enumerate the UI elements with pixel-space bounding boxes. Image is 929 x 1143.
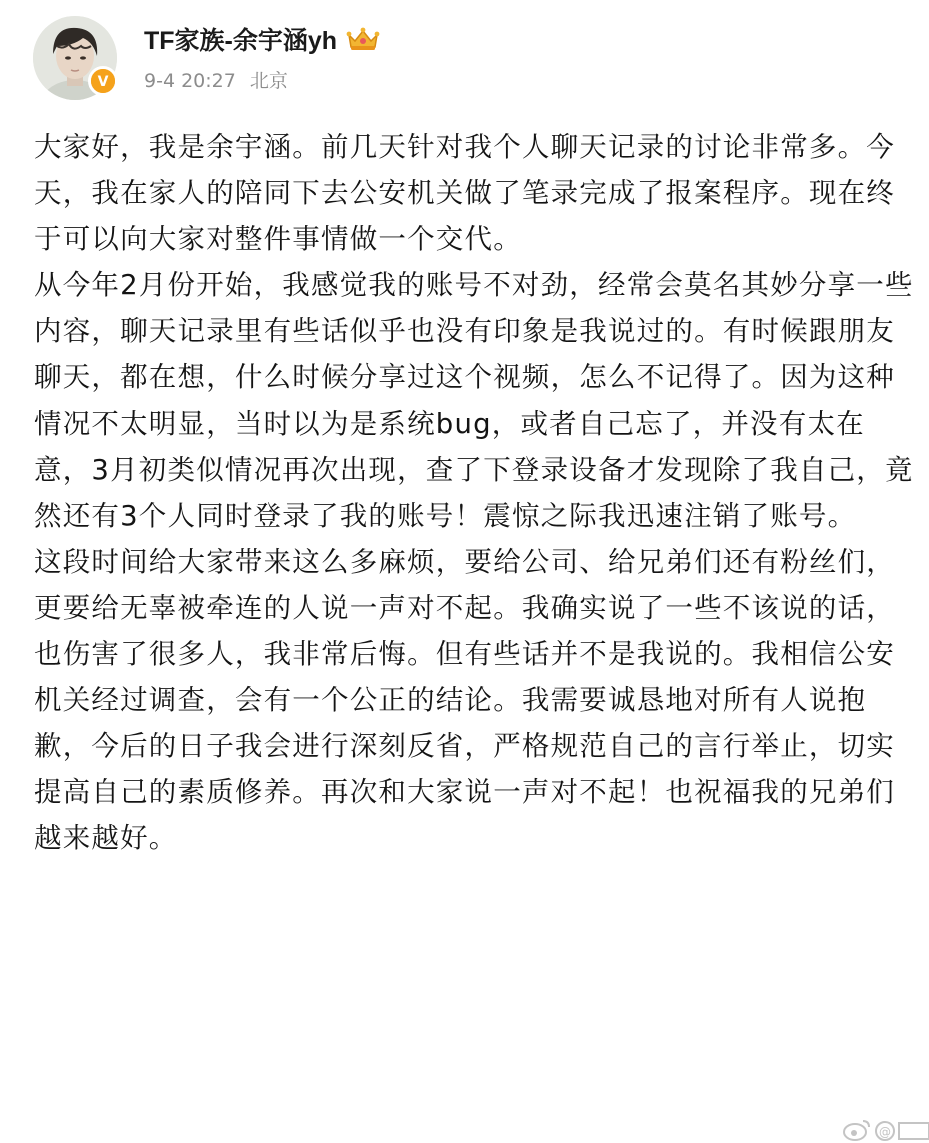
author-row bbox=[144, 20, 381, 58]
vip-crown-badge-icon[interactable] bbox=[345, 25, 381, 53]
weibo-watermark bbox=[841, 1115, 929, 1143]
post-paragraph-3: 这段时间给大家带来这么多麻烦，要给公司、给兄弟们还有粉丝们，更要给无辜被牵连的人说一声对不起。我确实说了一些不该说的话，也伤害了很多人，我非常后悔。但有些话并不是我说的。我相信公安机关经过调查，会有一个公正的结论。我需要诚恳地对所有人说抱歉，今后的日子我会进行深刻反省，严格规范自己的言行举止，切实提高自己的素质修养。再次和大家说一声对不起！也祝福我的兄弟们越来越好。 bbox=[34, 545, 895, 855]
weibo-logo-icon bbox=[841, 1115, 929, 1143]
post-paragraph-1: 大家好，我是余宇涵。前几天针对我个人聊天记录的讨论非常多。今天，我在家人的陪同下去公安机关做了笔录完成了报案程序。现在终于可以向大家对整件事情做一个交代。 bbox=[34, 131, 895, 256]
post-header bbox=[33, 16, 913, 106]
svg-text:@: @ bbox=[879, 1125, 891, 1139]
svg-text:V: V bbox=[97, 74, 109, 90]
post-paragraph-2: 从今年2月份开始，我感觉我的账号不对劲，经常会莫名其妙分享一些内容，聊天记录里有些话似乎也没有印象是我说过的。有时候跟朋友聊天，都在想，什么时候分享过这个视频，怎么不记得了。因为这种情况不太明显，当时以为是系统bug，或者自己忘了，并没有太在意，3月初类似情况再次出现，查了下登录设备才发现除了我自己，竟然还有3个人同时登录了我的账号！震惊之际我迅速注销了账号。 bbox=[34, 269, 914, 532]
verified-badge-icon bbox=[88, 66, 118, 96]
post-meta bbox=[144, 66, 288, 93]
post-time: 9-4 20:27 bbox=[144, 70, 236, 92]
post-body bbox=[34, 124, 914, 862]
author-name[interactable]: TF家族-余宇涵yh bbox=[144, 27, 338, 55]
post-location: 北京 bbox=[249, 70, 288, 92]
